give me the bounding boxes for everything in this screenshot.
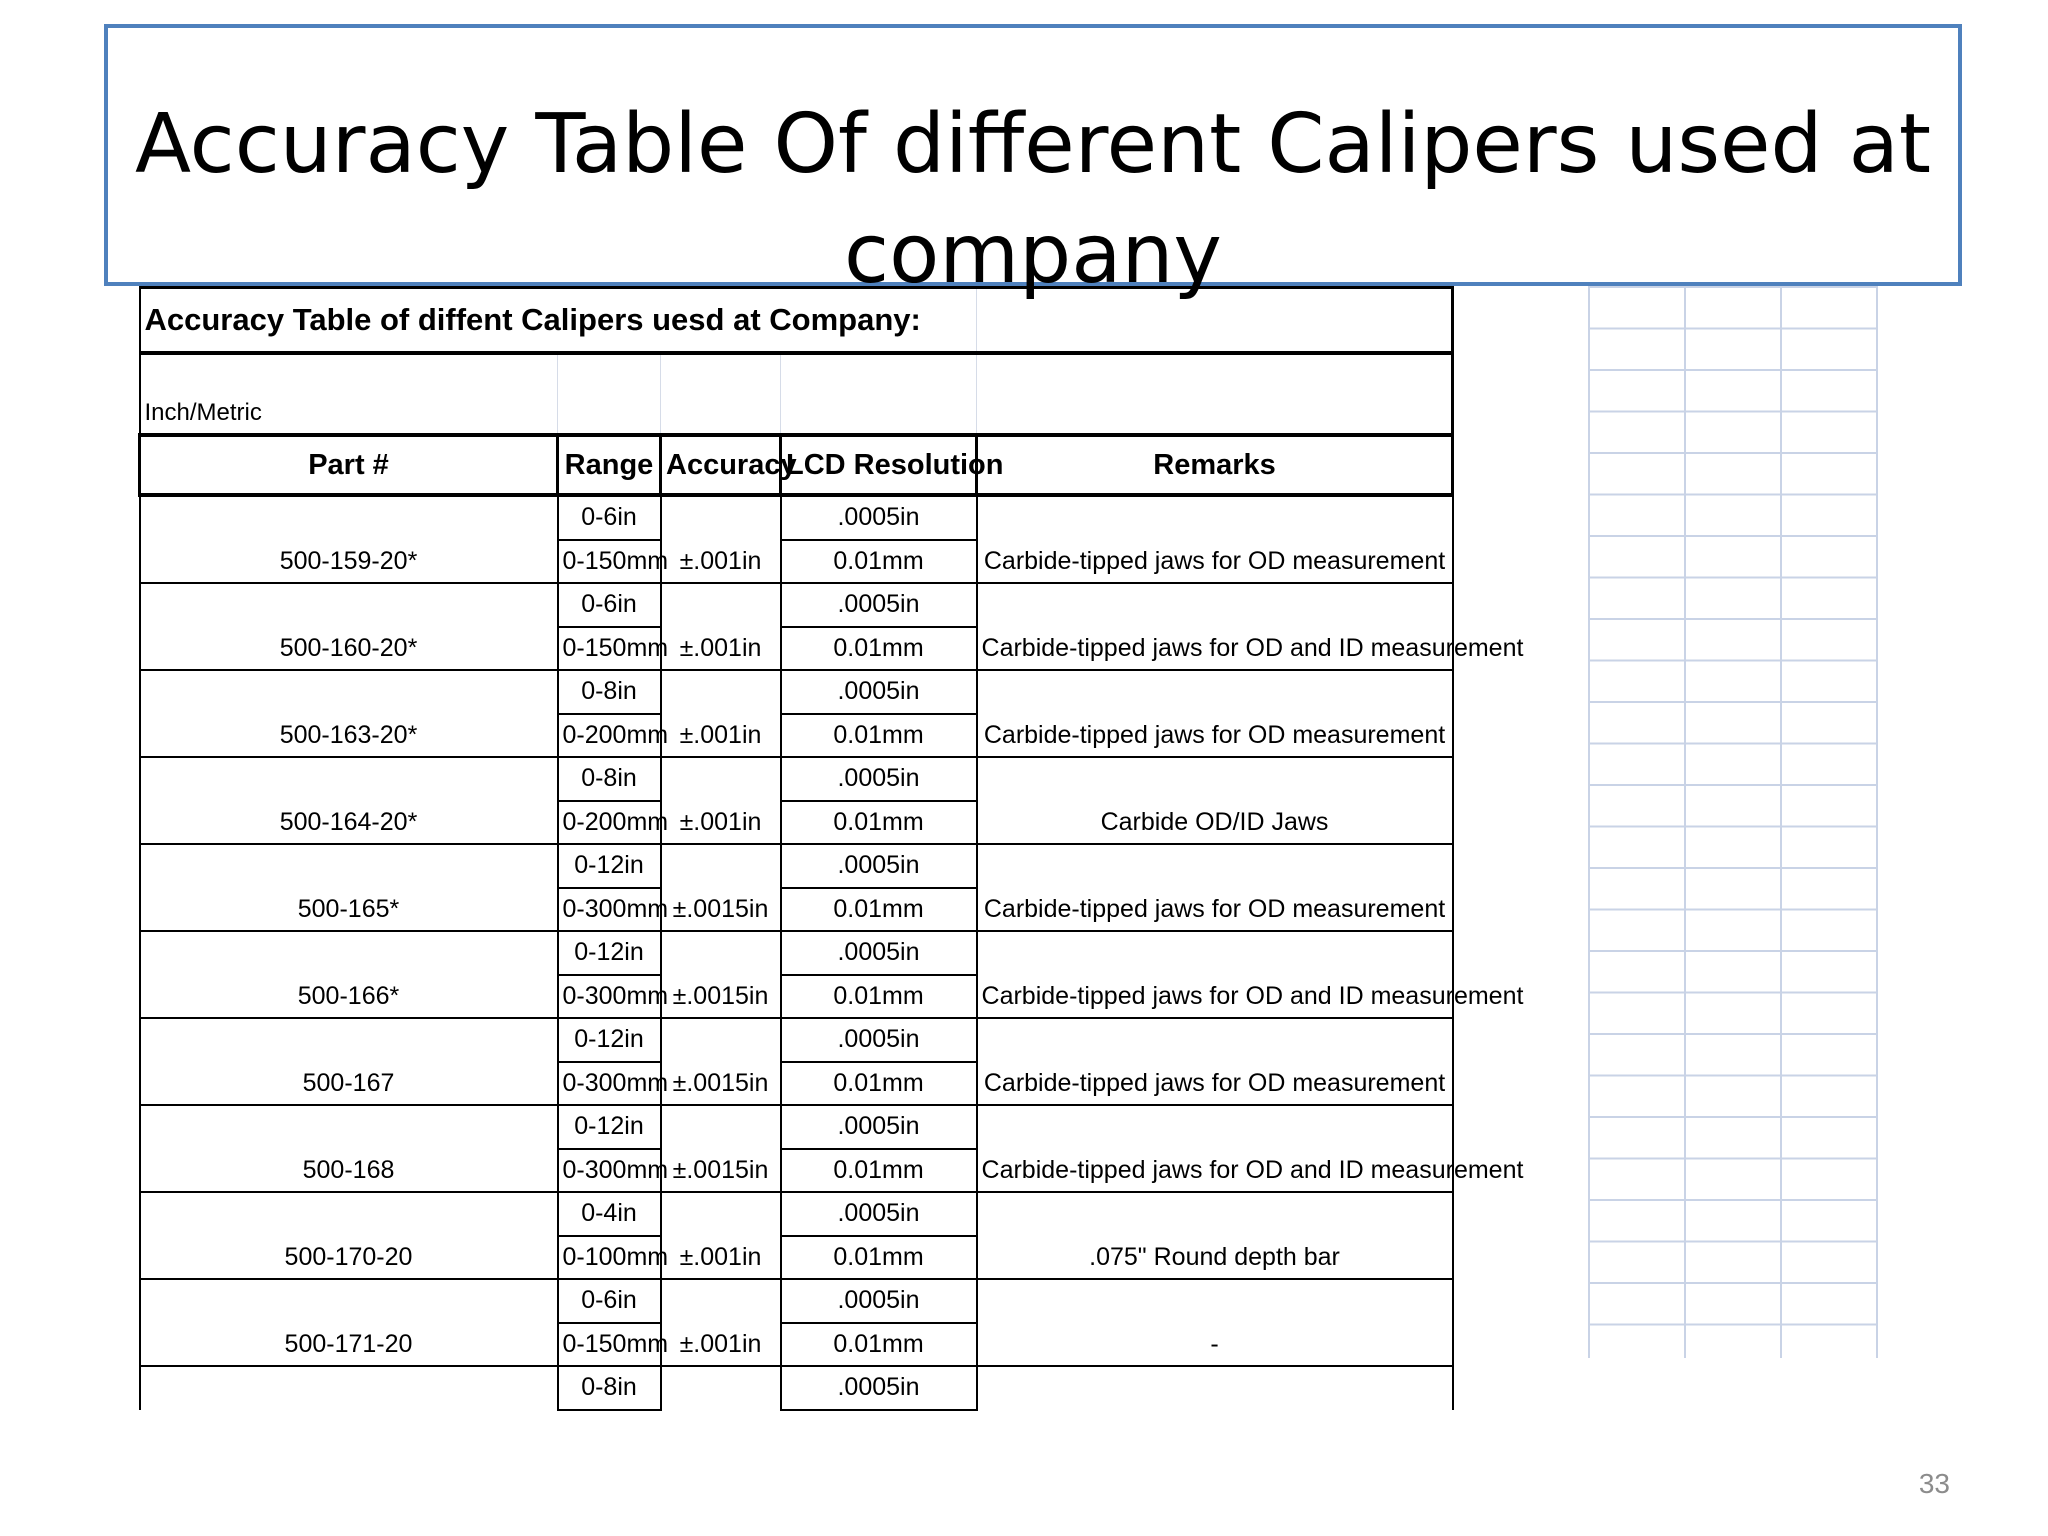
remarks-cell: - <box>977 1279 1453 1366</box>
remarks-cell: Carbide-tipped jaws for OD and ID measurement <box>977 1105 1453 1192</box>
part-number-cell: 500-168 <box>140 1105 558 1192</box>
remarks-cell: Carbide-tipped jaws for OD measurement <box>977 1018 1453 1105</box>
table-row <box>140 1279 1453 1323</box>
part-number-cell: 500-167 <box>140 1018 558 1105</box>
lcd-metric-cell: 0.01mm <box>781 1062 977 1106</box>
column-header-remarks: Remarks <box>977 435 1453 495</box>
range-metric-cell: 0-150mm <box>558 540 661 584</box>
lcd-inch-cell: .0005in <box>781 1018 977 1062</box>
lcd-metric-cell: 0.01mm <box>781 975 977 1019</box>
empty-cell <box>977 353 1453 435</box>
accuracy-cell: ±.001in <box>661 670 781 757</box>
lcd-metric-cell: 0.01mm <box>781 1323 977 1367</box>
range-inch-cell: 0-8in <box>558 1366 661 1410</box>
range-metric-cell: 0-300mm <box>558 1149 661 1193</box>
part-number-cell: 500-164-20* <box>140 757 558 844</box>
column-header-accuracy: Accuracy <box>661 435 781 495</box>
lcd-metric-cell: 0.01mm <box>781 801 977 845</box>
accuracy-cell: ±.0015in <box>661 931 781 1018</box>
range-metric-cell: 0-100mm <box>558 1236 661 1280</box>
lcd-inch-cell: .0005in <box>781 1105 977 1149</box>
table-row <box>140 757 1453 801</box>
lcd-metric-cell: 0.01mm <box>781 540 977 584</box>
part-number-cell: 500-163-20* <box>140 670 558 757</box>
range-inch-cell: 0-12in <box>558 1018 661 1062</box>
accuracy-cell: ±.001in <box>661 1279 781 1366</box>
range-inch-cell: 0-8in <box>558 757 661 801</box>
part-number-cell: 500-166* <box>140 931 558 1018</box>
spreadsheet-embed <box>138 286 1738 1401</box>
lcd-inch-cell: .0005in <box>781 931 977 975</box>
accuracy-cell: ±.0015in <box>661 844 781 931</box>
spreadsheet-gridlines <box>1588 286 1878 1358</box>
lcd-metric-cell: 0.01mm <box>781 714 977 758</box>
lcd-metric-cell: 0.01mm <box>781 1149 977 1193</box>
empty-cell <box>781 353 977 435</box>
slide-title: Accuracy Table Of different Calipers used at company <box>134 97 1932 302</box>
table-heading: Accuracy Table of diffent Calipers uesd at Company: <box>140 288 977 354</box>
range-inch-cell: 0-12in <box>558 1105 661 1149</box>
table-row <box>140 1192 1453 1236</box>
range-metric-cell: 0-300mm <box>558 975 661 1019</box>
remarks-cell: .075" Round depth bar <box>977 1192 1453 1279</box>
remarks-cell: Carbide-tipped jaws for OD and ID measurement <box>977 931 1453 1018</box>
lcd-inch-cell: .0005in <box>781 670 977 714</box>
part-number-cell: 500-171-20 <box>140 1279 558 1366</box>
range-inch-cell: 0-8in <box>558 670 661 714</box>
accuracy-cell: ±.0015in <box>661 1105 781 1192</box>
range-inch-cell: 0-6in <box>558 583 661 627</box>
table-row <box>140 931 1453 975</box>
lcd-inch-cell: .0005in <box>781 844 977 888</box>
range-inch-cell: 0-4in <box>558 1192 661 1236</box>
lcd-metric-cell: 0.01mm <box>781 1236 977 1280</box>
range-metric-cell: 0-150mm <box>558 1323 661 1367</box>
column-header-range: Range <box>558 435 661 495</box>
empty-cell <box>661 353 781 435</box>
table-row <box>140 495 1453 540</box>
range-inch-cell: 0-6in <box>558 1279 661 1323</box>
part-number-cell: 500-170-20 <box>140 1192 558 1279</box>
table-row <box>140 844 1453 888</box>
remarks-cell: Carbide-tipped jaws for OD measurement <box>977 495 1453 583</box>
range-inch-cell: 0-12in <box>558 844 661 888</box>
part-number-cell: 500-159-20* <box>140 495 558 583</box>
range-inch-cell: 0-12in <box>558 931 661 975</box>
accuracy-table <box>138 286 1524 1411</box>
remarks-cell: Carbide-tipped jaws for OD measurement <box>977 844 1453 931</box>
accuracy-cell: ±.001in <box>661 583 781 670</box>
part-number-cell: 500-165* <box>140 844 558 931</box>
table-row-partial <box>140 1366 1453 1410</box>
part-number-cell: 500-160-20* <box>140 583 558 670</box>
part-number-cell <box>140 1366 558 1410</box>
remarks-cell <box>977 1366 1453 1410</box>
lcd-inch-cell: .0005in <box>781 495 977 540</box>
accuracy-cell: ±.001in <box>661 1192 781 1279</box>
lcd-inch-cell: .0005in <box>781 583 977 627</box>
lcd-metric-cell: 0.01mm <box>781 627 977 671</box>
empty-cell <box>558 353 661 435</box>
remarks-cell: Carbide-tipped jaws for OD and ID measurement <box>977 583 1453 670</box>
range-metric-cell: 0-200mm <box>558 801 661 845</box>
range-metric-cell: 0-200mm <box>558 714 661 758</box>
lcd-inch-cell: .0005in <box>781 1192 977 1236</box>
range-metric-cell: 0-300mm <box>558 888 661 932</box>
table-row <box>140 1105 1453 1149</box>
lcd-inch-cell: .0005in <box>781 1279 977 1323</box>
range-metric-cell: 0-150mm <box>558 627 661 671</box>
lcd-metric-cell: 0.01mm <box>781 888 977 932</box>
table-row <box>140 1018 1453 1062</box>
table-row <box>140 583 1453 627</box>
table-row <box>140 670 1453 714</box>
accuracy-cell: ±.001in <box>661 495 781 583</box>
accuracy-cell <box>661 1366 781 1410</box>
lcd-inch-cell: .0005in <box>781 757 977 801</box>
accuracy-cell: ±.0015in <box>661 1018 781 1105</box>
accuracy-cell: ±.001in <box>661 757 781 844</box>
range-metric-cell: 0-300mm <box>558 1062 661 1106</box>
column-header-lcd-resolution: LCD Resolution <box>781 435 977 495</box>
column-header-part: Part # <box>140 435 558 495</box>
remarks-cell: Carbide-tipped jaws for OD measurement <box>977 670 1453 757</box>
remarks-cell: Carbide OD/ID Jaws <box>977 757 1453 844</box>
units-label: Inch/Metric <box>140 353 558 435</box>
range-inch-cell: 0-6in <box>558 495 661 540</box>
lcd-inch-cell: .0005in <box>781 1366 977 1410</box>
column-header-row <box>140 435 1453 495</box>
page-number: 33 <box>1918 1468 1950 1499</box>
